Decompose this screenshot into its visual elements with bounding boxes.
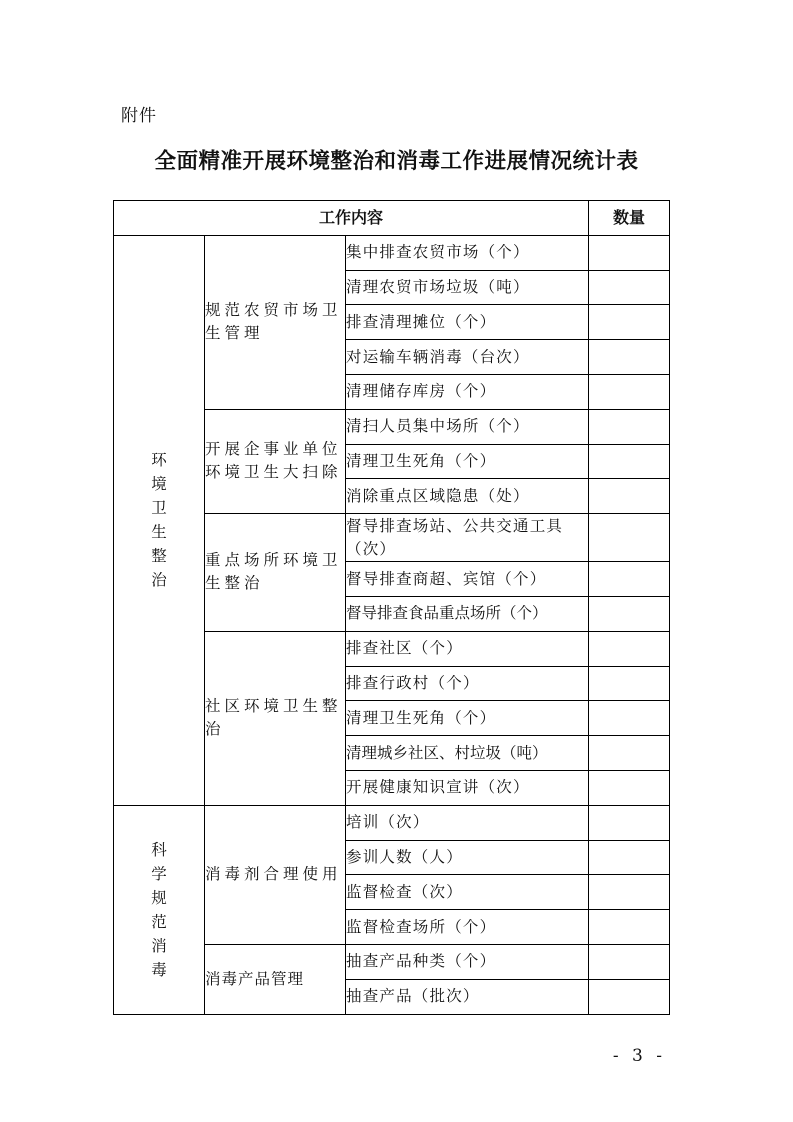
quantity-cell[interactable] — [589, 666, 670, 701]
category-cell — [114, 235, 205, 805]
quantity-cell[interactable] — [589, 340, 670, 375]
quantity-cell[interactable] — [589, 374, 670, 409]
item-cell: 监督检查（次） — [346, 875, 589, 910]
item-cell: 监督检查场所（个） — [346, 910, 589, 945]
table-row — [114, 805, 670, 840]
item-cell: 集中排查农贸市场（个） — [346, 235, 589, 270]
quantity-cell[interactable] — [589, 805, 670, 840]
quantity-cell[interactable] — [589, 562, 670, 597]
item-cell: 抽查产品（批次） — [346, 979, 589, 1014]
document-title: 全面精准开展环境整治和消毒工作进展情况统计表 — [154, 149, 639, 174]
table-row — [114, 235, 670, 270]
quantity-cell[interactable] — [589, 910, 670, 945]
item-cell: 开展健康知识宣讲（次） — [346, 770, 589, 805]
quantity-cell[interactable] — [589, 479, 670, 514]
quantity-cell[interactable] — [589, 514, 670, 562]
item-cell: 督导排查商超、宾馆（个） — [346, 562, 589, 597]
category-cell — [114, 805, 205, 1014]
quantity-cell[interactable] — [589, 631, 670, 666]
attachment-label: 附件 — [121, 106, 157, 126]
item-cell: 清扫人员集中场所（个） — [346, 409, 589, 444]
item-cell: 清理城乡社区、村垃圾（吨） — [346, 736, 589, 771]
group-cell: 规范农贸市场卫生管理 — [205, 235, 346, 409]
item-cell: 督导排查场站、公共交通工具（次） — [346, 514, 589, 562]
quantity-cell[interactable] — [589, 944, 670, 979]
item-cell: 培训（次） — [346, 805, 589, 840]
quantity-cell[interactable] — [589, 596, 670, 631]
category-label: 环境卫生整治 — [151, 451, 167, 590]
item-cell: 清理储存库房（个） — [346, 374, 589, 409]
item-cell: 参训人数（人） — [346, 840, 589, 875]
item-cell: 清理卫生死角（个） — [346, 701, 589, 736]
quantity-cell[interactable] — [589, 409, 670, 444]
quantity-cell[interactable] — [589, 875, 670, 910]
item-cell: 排查行政村（个） — [346, 666, 589, 701]
item-cell: 对运输车辆消毒（台次） — [346, 340, 589, 375]
item-cell: 督导排查食品重点场所（个） — [346, 596, 589, 631]
statistics-table — [113, 200, 670, 1015]
item-cell: 排查社区（个） — [346, 631, 589, 666]
quantity-cell[interactable] — [589, 770, 670, 805]
item-cell: 排查清理摊位（个） — [346, 305, 589, 340]
group-cell: 消毒剂合理使用 — [205, 805, 346, 944]
group-cell: 重点场所环境卫生整治 — [205, 514, 346, 632]
item-cell: 消除重点区域隐患（处） — [346, 479, 589, 514]
quantity-cell[interactable] — [589, 701, 670, 736]
quantity-cell[interactable] — [589, 270, 670, 305]
quantity-cell[interactable] — [589, 305, 670, 340]
header-work-content: 工作内容 — [114, 201, 589, 236]
item-cell: 清理卫生死角（个） — [346, 444, 589, 479]
group-cell: 开展企事业单位环境卫生大扫除 — [205, 409, 346, 513]
item-cell: 抽查产品种类（个） — [346, 944, 589, 979]
item-cell: 清理农贸市场垃圾（吨） — [346, 270, 589, 305]
quantity-cell[interactable] — [589, 444, 670, 479]
quantity-cell[interactable] — [589, 840, 670, 875]
table-header-row — [114, 201, 670, 236]
page-number: - 3 - — [612, 1046, 666, 1066]
quantity-cell[interactable] — [589, 235, 670, 270]
group-cell: 社区环境卫生整治 — [205, 631, 346, 805]
header-quantity: 数量 — [589, 201, 670, 236]
quantity-cell[interactable] — [589, 979, 670, 1014]
quantity-cell[interactable] — [589, 736, 670, 771]
group-cell: 消毒产品管理 — [205, 944, 346, 1014]
category-label: 科学规范消毒 — [151, 840, 167, 979]
